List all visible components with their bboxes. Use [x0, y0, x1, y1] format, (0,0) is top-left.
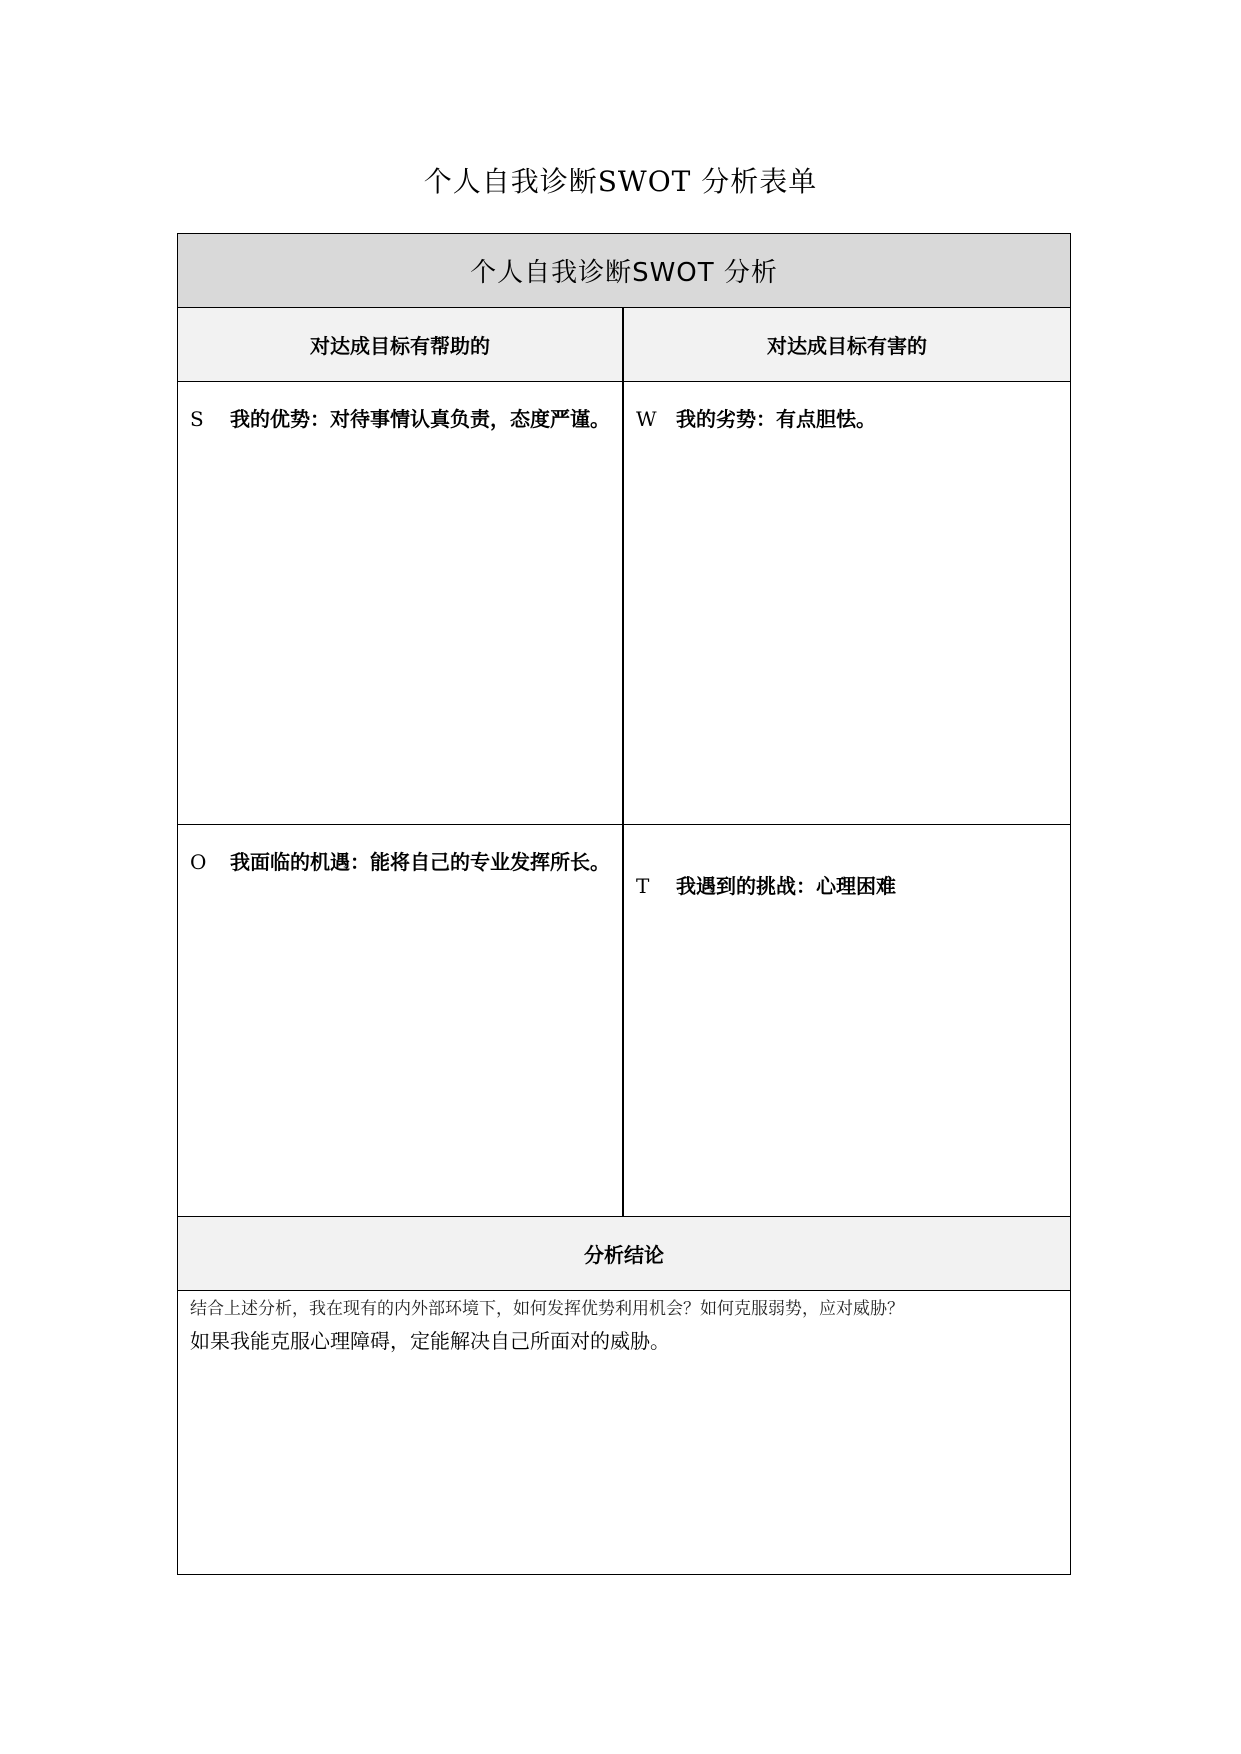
strengths-cell	[178, 382, 624, 825]
opportunities-text: 我面临的机遇：能将自己的专业发挥所长。	[230, 850, 610, 874]
threats-cell	[624, 825, 1070, 1217]
weaknesses-letter: W	[636, 407, 657, 431]
opportunities-cell	[178, 825, 624, 1217]
swot-table-header: 个人自我诊断SWOT 分析	[178, 234, 1070, 308]
strengths-text: 我的优势：对待事情认真负责，态度严谨。	[230, 407, 610, 431]
weaknesses-cell	[624, 382, 1070, 825]
conclusion-answer: 如果我能克服心理障碍，定能解决自己所面对的威胁。	[190, 1329, 670, 1353]
conclusion-header: 分析结论	[178, 1217, 1070, 1291]
helpful-column-header: 对达成目标有帮助的	[178, 308, 624, 382]
threats-text: 我遇到的挑战：心理困难	[676, 874, 896, 898]
threats-letter: T	[636, 874, 650, 898]
harmful-column-header: 对达成目标有害的	[624, 308, 1070, 382]
conclusion-cell	[178, 1291, 1070, 1574]
swot-table	[177, 233, 1071, 1575]
strengths-letter: S	[190, 407, 204, 431]
opportunities-letter: O	[190, 850, 207, 874]
document-title: 个人自我诊断SWOT 分析表单	[423, 165, 818, 198]
weaknesses-text: 我的劣势：有点胆怯。	[676, 407, 876, 431]
conclusion-prompt: 结合上述分析，我在现有的内外部环境下，如何发挥优势利用机会？如何克服弱势，应对威胁？	[190, 1299, 904, 1319]
